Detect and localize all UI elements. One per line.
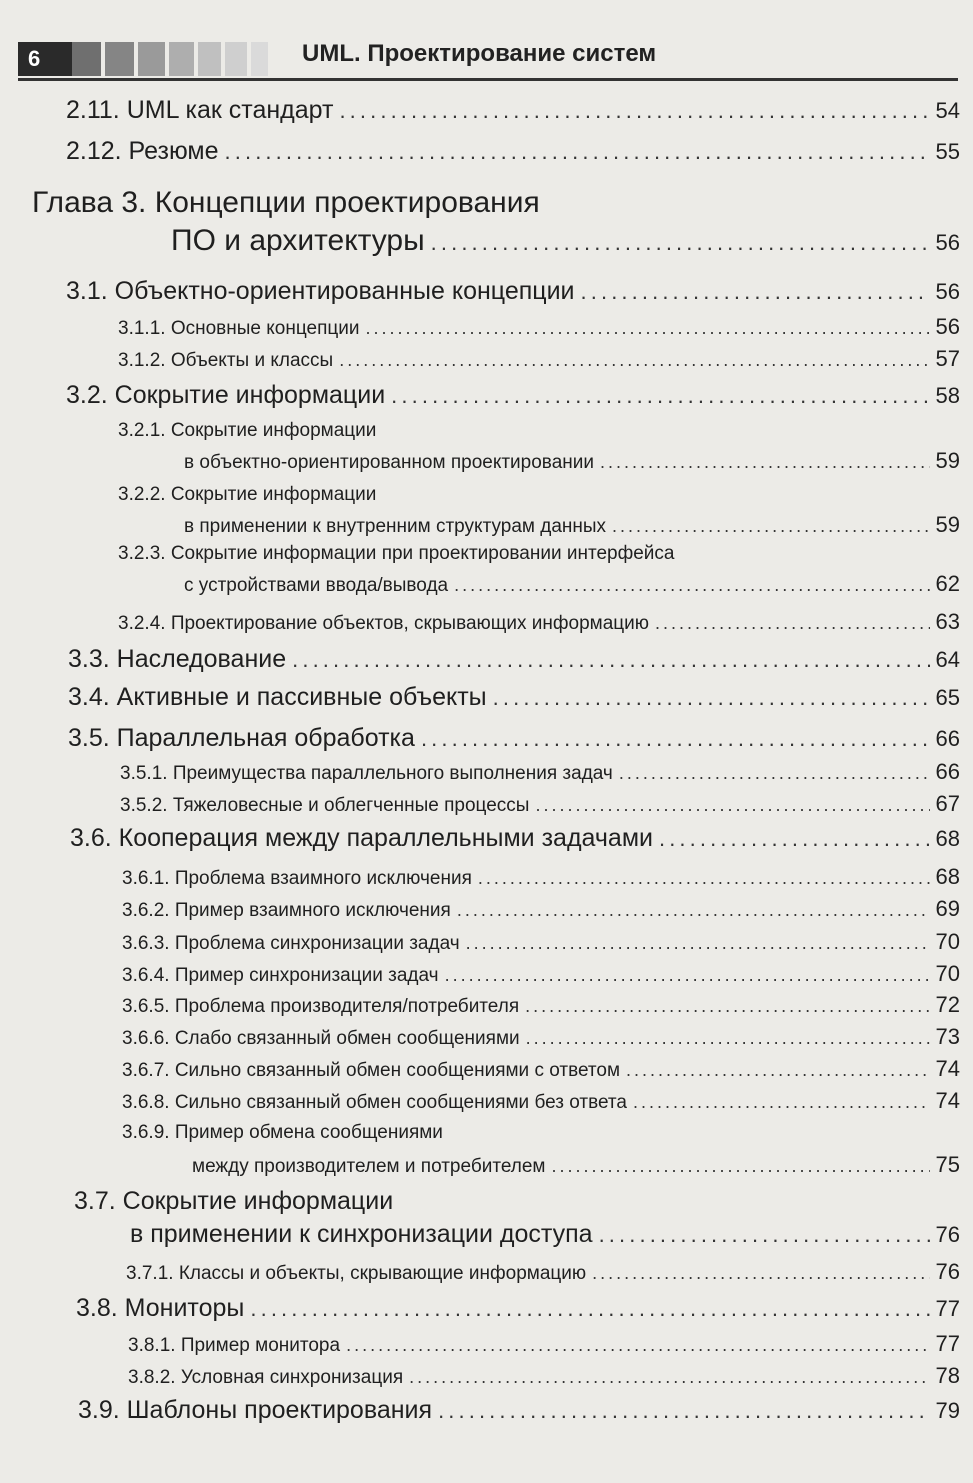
toc-entry: 3.5. Параллельная обработка . . . 66 bbox=[68, 724, 960, 753]
toc-entry: 2.12. Резюме . . . 55 bbox=[66, 137, 960, 166]
toc-entry: 3.6.3. Проблема синхронизации задач . . . 70 bbox=[122, 929, 960, 955]
running-title: UML. Проектирование систем bbox=[302, 40, 657, 67]
toc-entry: 3.5.2. Тяжеловесные и облегченные процессы . . . 67 bbox=[120, 791, 960, 817]
toc-entry: 3.5.1. Преимущества параллельного выполнения задач . . . 66 bbox=[120, 759, 960, 785]
toc-entry: 3.6.4. Пример синхронизации задач . . . 70 bbox=[122, 961, 960, 987]
toc-entry: 3.6.1. Проблема взаимного исключения . . . 68 bbox=[122, 864, 960, 890]
toc-entry: 3.8.1. Пример монитора . . . 77 bbox=[128, 1331, 960, 1357]
chapter-heading: Глава 3. Концепции проектирования ПО и архитектуры . . . 56 bbox=[32, 186, 960, 258]
toc-entry: 3.2.3. Сокрытие информации при проектировании интерфейса с устройствами ввода/вывода . . . 62 bbox=[118, 543, 960, 597]
toc-entry: 3.6.6. Слабо связанный обмен сообщениями . . . 73 bbox=[122, 1024, 960, 1050]
toc-entry: 3.2.2. Сокрытие информации в применении к внутренним структурам данных . . . 59 bbox=[118, 484, 960, 538]
toc-entry: 3.8.2. Условная синхронизация . . . 78 bbox=[128, 1363, 960, 1389]
toc-entry: 3.2.1. Сокрытие информации в объектно-ориентированном проектировании . . . 59 bbox=[118, 420, 960, 474]
page-number: 6 bbox=[18, 42, 72, 76]
toc-entry: 3.2. Сокрытие информации . . . 58 bbox=[66, 381, 960, 410]
toc-entry: 3.8. Мониторы . . . 77 bbox=[76, 1294, 960, 1323]
toc-entry: 3.6.7. Сильно связанный обмен сообщениями с ответом . . . 74 bbox=[122, 1056, 960, 1082]
toc-entry: 3.6.2. Пример взаимного исключения . . . 69 bbox=[122, 896, 960, 922]
toc-entry: 3.9. Шаблоны проектирования . . . 79 bbox=[78, 1396, 960, 1425]
toc-entry: 3.7.1. Классы и объекты, скрывающие информацию . . . 76 bbox=[126, 1259, 960, 1285]
toc-entry: 2.11. UML как стандарт . . . 54 bbox=[66, 96, 960, 125]
toc-entry: 3.1. Объектно-ориентированные концепции . . . 56 bbox=[66, 277, 960, 306]
toc-entry: 3.4. Активные и пассивные объекты . . . 65 bbox=[68, 683, 960, 712]
toc-entry: 3.7. Сокрытие информации в применении к синхронизации доступа . . . 76 bbox=[74, 1187, 960, 1249]
toc-entry: 3.6.8. Сильно связанный обмен сообщениями без ответа . . . 74 bbox=[122, 1088, 960, 1114]
toc-entry: 3.6.5. Проблема производителя/потребителя . . . 72 bbox=[122, 992, 960, 1018]
toc-entry: 3.2.4. Проектирование объектов, скрывающих информацию . . . 63 bbox=[118, 609, 960, 635]
toc-entry: 3.1.2. Объекты и классы . . . 57 bbox=[118, 346, 960, 372]
toc-entry: 3.6. Кооперация между параллельными задачами . . . 68 bbox=[70, 824, 960, 853]
toc-entry: 3.1.1. Основные концепции . . . 56 bbox=[118, 314, 960, 340]
toc-entry: 3.6.9. Пример обмена сообщениями между производителем и потребителем . . . 75 bbox=[122, 1122, 960, 1178]
toc-entry: 3.3. Наследование . . . 64 bbox=[68, 645, 960, 674]
